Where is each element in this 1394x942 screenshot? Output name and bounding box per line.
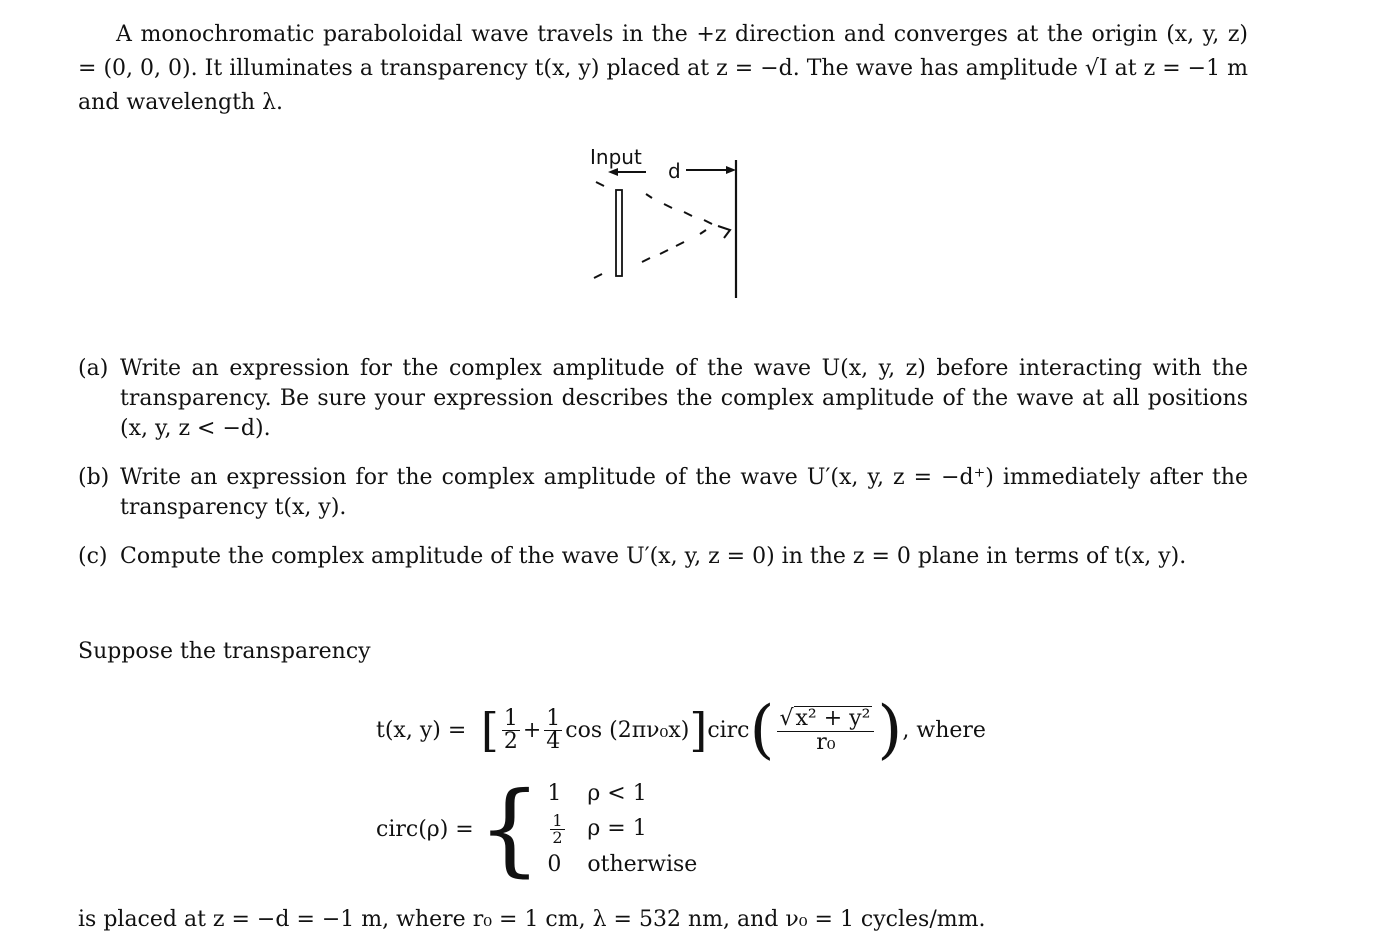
ray-lower-seg5	[700, 230, 706, 234]
case-2-condition: ρ = 1	[587, 816, 647, 841]
d-arrow-left-head	[608, 168, 618, 176]
ray-upper-seg3	[664, 204, 672, 208]
ray-upper-seg1	[596, 182, 604, 186]
part-c-label: (c)	[78, 544, 108, 569]
radius-fraction: $\frac{\text{√x² + y²}}{\text{r₀}}$	[777, 706, 874, 754]
ray-lower-seg3	[660, 250, 668, 254]
r0-symbol: r₀	[816, 730, 836, 755]
transparency-equation	[376, 690, 986, 770]
cases-brace: {	[477, 770, 542, 887]
case-3-condition: otherwise	[587, 851, 698, 877]
ray-lower-seg4	[676, 242, 684, 246]
left-paren: (	[749, 693, 775, 767]
cos-term: cos (2πν₀x)	[565, 717, 690, 743]
case-2-value: $\frac{1}{2}$	[552, 810, 563, 847]
d-label: d	[668, 159, 681, 183]
cases-table	[547, 779, 697, 880]
plus-sign: +	[522, 717, 542, 743]
case-1-condition: ρ < 1	[587, 780, 647, 806]
circ-function: circ	[707, 717, 750, 743]
optical-diagram	[560, 138, 780, 308]
where-text: , where	[902, 717, 986, 743]
case-1-value: 1	[547, 780, 562, 806]
transparency-plate	[616, 190, 622, 276]
ray-lower-seg1	[594, 274, 602, 278]
part-a	[78, 354, 1248, 444]
eq1-lhs: t(x, y) =	[376, 717, 467, 743]
diagram-svg	[560, 138, 780, 308]
left-bracket: [	[466, 703, 499, 757]
intro-paragraph: A monochromatic paraboloidal wave travels in the +z direction and converges at the origin (x, y, z) = (0, 0, 0). It illuminates a transparency t(x, y) placed at z = −d. The wave has amplitude √I at z = −1 m and wavelength λ.	[78, 22, 1248, 115]
final-paragraph: is placed at z = −d = −1 m, where r₀ = 1 cm, λ = 532 nm, and ν₀ = 1 cycles/mm.	[78, 907, 986, 932]
case-3-value: 0	[547, 851, 562, 877]
ray-upper-seg2	[646, 194, 652, 198]
sqrt-argument: x² + y²	[795, 706, 871, 731]
circ-definition	[376, 770, 698, 887]
part-a-label: (a)	[78, 356, 109, 381]
suppose-text: Suppose the transparency	[78, 639, 371, 664]
fraction-quarter: $\frac{1}{4}$	[546, 705, 561, 754]
fraction-half: $\frac{1}{2}$	[503, 705, 518, 754]
part-b-label: (b)	[78, 465, 110, 490]
right-paren: )	[877, 693, 903, 767]
ray-upper-seg5	[704, 220, 712, 224]
ray-upper-seg4	[684, 212, 692, 216]
d-arrow-right-head	[726, 166, 736, 174]
ray-lower-seg2	[642, 258, 650, 262]
part-a-text: Write an expression for the complex amplitude of the wave U(x, y, z) before interacting with the transparency. Be sure your expression describes the complex amplitude of the wave at all positions (x, y, z < −d).	[120, 356, 1248, 441]
part-b	[78, 463, 1248, 523]
part-c-text: Compute the complex amplitude of the wave U′(x, y, z = 0) in the z = 0 plane in terms of t(x, y).	[120, 544, 1187, 569]
eq2-lhs: circ(ρ) =	[376, 816, 474, 842]
input-label: Input	[590, 145, 642, 169]
convergence-arrowhead	[718, 226, 730, 238]
question-parts	[78, 354, 1248, 591]
part-c	[78, 542, 1248, 572]
right-bracket: ]	[689, 703, 708, 757]
part-b-text: Write an expression for the complex amplitude of the wave U′(x, y, z = −d⁺) immediately after the transparency t(x, y).	[120, 465, 1248, 520]
